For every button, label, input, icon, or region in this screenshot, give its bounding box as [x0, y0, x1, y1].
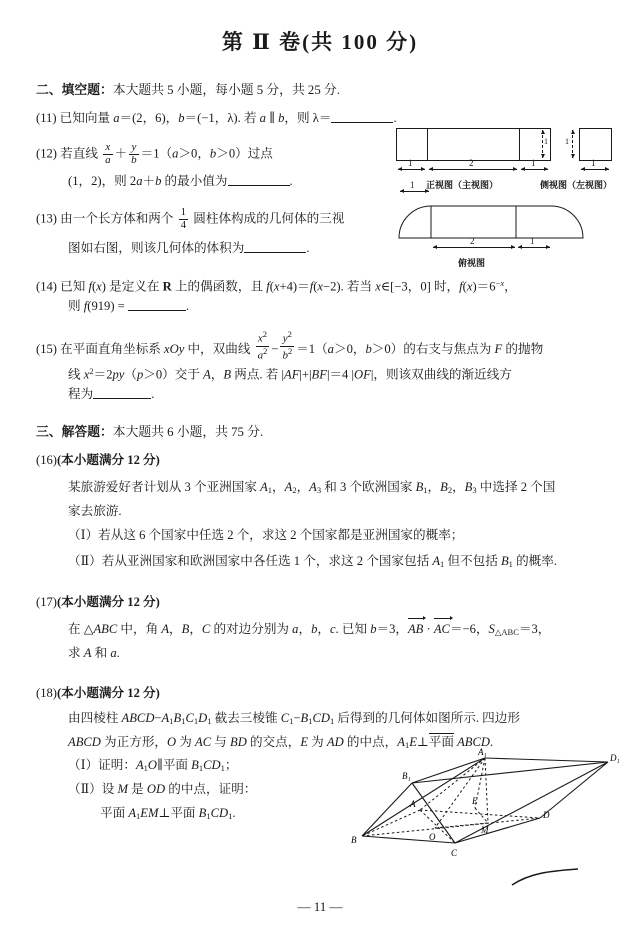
side-view-left-edge: [579, 128, 580, 161]
question-14-line2: 则 f(919) = .: [68, 299, 190, 313]
side-view-top-edge: [579, 128, 612, 129]
question-17-marks: (本小题满分 12 分): [56, 595, 160, 609]
front-height-label: 1: [544, 137, 548, 146]
top-dim-label-right: 1: [530, 236, 535, 246]
side-height-arrow: [572, 130, 574, 158]
question-18-part3: 平面 $A_1EM\perp$平面 $B_1CD_1$.: [100, 806, 236, 822]
side-dim-arrow-1: [581, 169, 609, 170]
vertex-label-C: C: [451, 848, 458, 858]
front-dim-label-3: 1: [531, 158, 536, 168]
question-18-header: [36, 685, 160, 701]
question-16-number: (16): [36, 453, 57, 467]
figure-solid-geometry: [350, 748, 630, 868]
question-18-body1: 由四棱柱 $ABCD-A_1B_1C_1D_1$ 截去三棱锥 $C_1-B_1CD_1$ 后得到的几何体如图所示. 四边形: [68, 711, 520, 727]
front-view-right-edge: [550, 128, 551, 161]
page-title: 第 Ⅱ 卷(共 100 分): [221, 30, 419, 54]
question-15-line3: 程为 .: [68, 387, 155, 401]
top-dim-arrow-left: [400, 191, 429, 192]
front-dim-label-2: 2: [469, 158, 474, 168]
top-dim-label-left: 1: [410, 180, 415, 190]
question-16-header: [36, 452, 160, 468]
front-view-divider-2: [519, 128, 520, 161]
vertex-label-D: D: [543, 810, 550, 820]
solid-geometry-svg: [350, 748, 630, 868]
side-height-label: 1: [565, 137, 569, 146]
question-12-line1: (12) 若直线 $\frac{x}{a}$ ＋ $\frac{y}{b}$ ＝1（a＞0，b＞0）过点: [36, 141, 273, 166]
section-solve-heading-bold: 三、解答题：: [36, 425, 113, 439]
section-solve-heading-rest: 本大题共 6 小题，共 75 分.: [112, 425, 264, 439]
question-15-line1: (15) 在平面直角坐标系 xOy 中，双曲线 $\frac{x^2}{a^2}$ − $\frac{y^2}{b^2}$ ＝1（a＞0，b＞0）的右支与焦点为 F 的抛物: [36, 329, 544, 362]
footer-ink-mark: [510, 867, 580, 889]
top-dim-label-mid: 2: [470, 236, 475, 246]
question-17-number: (17): [36, 595, 57, 609]
figure-three-views: [396, 128, 636, 268]
front-dim-arrow-2: [429, 169, 517, 170]
side-view-bottom-edge: [579, 160, 612, 161]
top-dim-arrow-right: [518, 247, 550, 248]
question-16-part2: （Ⅱ）若从亚洲国家和欧洲国家中各任选 1 个，求这 2 个国家包括 $A_1$ 但不包括 $B_1$ 的概率.: [68, 554, 557, 570]
section-fill-in-heading-bold: 二、填空题：: [36, 83, 113, 97]
question-18-number: (18): [36, 686, 57, 700]
question-17-body1: 在 △ABC 中，角 A，B，C 的对边分别为 a，b，c. 已知 b＝3，AB · AC＝−6，$S_{\triangle ABC}=3$，: [68, 622, 551, 638]
vertex-label-O: O: [429, 832, 436, 842]
vertex-label-B: B: [351, 835, 357, 845]
question-15-line2: 线 $x^2=2py(p>0)$交于 A，B 两点. 若 |AF|+|BF|＝4 |OF|，则该双曲线的渐近线方: [68, 366, 512, 382]
vertex-label-E: E: [472, 796, 478, 806]
page-number: — 11 —: [297, 899, 343, 914]
front-dim-arrow-3: [521, 169, 548, 170]
question-14-line1: (14) 已知 f(x) 是定义在 R 上的偶函数，且 f(x+4)＝f(x−2). 若当 x∈[−3，0] 时，$f(x)=6^{-x}$，: [36, 278, 517, 294]
front-view-bottom-edge: [396, 160, 551, 161]
question-16-body2: 家去旅游.: [68, 504, 122, 518]
question-16-body1: 某旅游爱好者计划从 3 个亚洲国家 $A_1$，$A_2$，$A_3$ 和 3 个欧洲国家 $B_1$，$B_2$，$B_3$ 中选择 2 个国: [68, 480, 556, 496]
question-17-header: [36, 594, 160, 610]
side-view-right-edge: [611, 128, 612, 161]
side-dim-label-1: 1: [591, 158, 596, 168]
question-17-body2: 求 A 和 a.: [68, 646, 120, 660]
question-13-line2: 图如右图，则该几何体的体积为 .: [68, 241, 310, 255]
vertex-label-A: A: [410, 799, 416, 809]
vertex-label-M: M: [481, 825, 489, 835]
front-dim-arrow-1: [398, 169, 425, 170]
front-view-label: 正视图（主视图）: [426, 180, 499, 190]
front-dim-label-1: 1: [408, 158, 413, 168]
front-view-top-edge: [396, 128, 551, 129]
front-view-left-edge: [396, 128, 397, 161]
question-18-part2: （Ⅱ）设 M 是 OD 的中点，证明：: [68, 782, 257, 796]
question-13-line1: (13) 由一个长方体和两个 $\frac{1}{4}$ 圆柱体构成的几何体的三视: [36, 206, 345, 231]
vertex-label-D1: D₁: [610, 753, 620, 763]
question-11: (11) 已知向量 a＝(2，6)，b＝(−1，λ). 若 a ∥ b，则 λ＝ .: [36, 111, 397, 125]
top-view-label: 俯视图: [458, 258, 486, 268]
question-18-marks: (本小题满分 12 分): [56, 686, 160, 700]
vertex-label-A1: A₁: [478, 748, 487, 757]
top-dim-arrow-mid: [433, 247, 515, 248]
front-view-divider-1: [427, 128, 428, 161]
question-18-part1: （Ⅰ）证明：$A_1O\parallel$平面 $B_1CD_1$；: [68, 758, 238, 774]
section-fill-in-heading: [36, 82, 340, 98]
question-12-line2: (1，2)，则 2a＋b 的最小值为 .: [68, 174, 293, 188]
section-fill-in-heading-rest: 本大题共 5 小题，每小题 5 分，共 25 分.: [112, 83, 340, 97]
question-16-marks: (本小题满分 12 分): [56, 453, 160, 467]
top-view-shape: [396, 198, 636, 268]
section-solve-heading: [36, 424, 263, 440]
question-18-body2: ABCD 为正方形，O 为 AC 与 BD 的交点，E 为 AD 的中点，$A_1E\perp$平面 ABCD.: [68, 735, 494, 751]
vertex-label-B1: B₁: [402, 771, 411, 781]
question-16-part1: （Ⅰ）若从这 6 个国家中任选 2 个，求这 2 个国家都是亚洲国家的概率；: [68, 528, 464, 542]
side-view-label: 侧视图（左视图）: [540, 180, 613, 190]
